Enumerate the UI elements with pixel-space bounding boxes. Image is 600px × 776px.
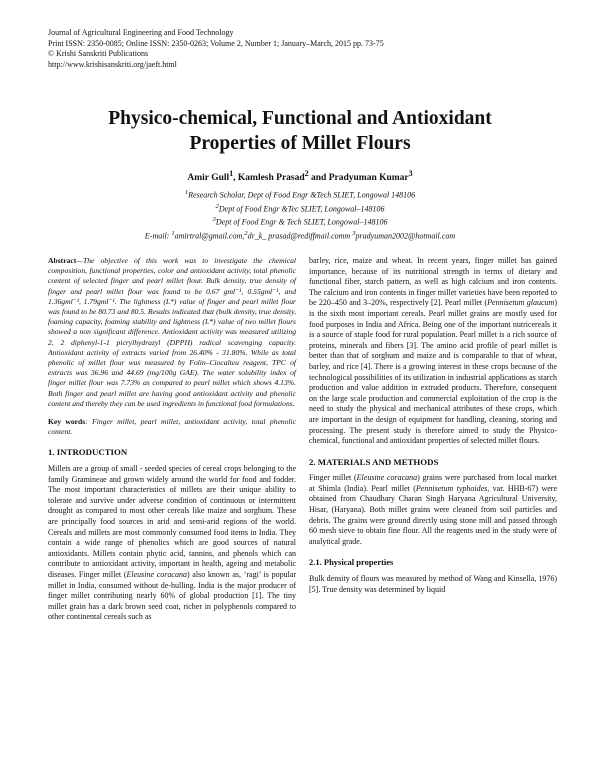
paragraph-text: Finger millet ( xyxy=(309,473,357,483)
affiliation-line xyxy=(40,187,560,201)
abstract-text: —The objective of this work was to investigate the chemical composition, functional properties, color and antioxidant activity, total phenolic content of selected finger and pearl millet flour. Bulk density, true density of finger and pearl millet flour was found to be 0.67 gml⁻¹, 0.55gml⁻¹, and 1.36gml⁻¹, 1.79gml⁻¹. The lightness (L*) value of finger and pearl millet flour was found to be 80.73 and 80.5. Results indicated that (bulk density, true density, foaming capacity, foaming stability and lightness (L*) value of two millet flours showed a non significant difference. Antioxidant activity was measured utilizing 2, 2 diphenyl-1-1 picrylhydrazyl (DPPH) radical scavenging capacity. Antioxidant activity of extracts varied from 26.40% - 31.80%. While as total phenolic of millet flour was measured by Folin–Ciocalteu reagent, TPC of extracts was 36.96 and 44.69 (mg/100g GAE). The water solubility index of finger millet flour was 7.73% as compared to pearl millet which shows 4.13%. Both finger and pearl millet are having good antioxidant activity and phenolic content and thereby they can be used ingredients in functional food formulations. xyxy=(48,256,296,408)
author-sup: 1 xyxy=(229,169,234,178)
email-sup: 2 xyxy=(244,229,248,237)
affiliation-sup: 3 xyxy=(212,216,216,224)
affiliation-line xyxy=(40,201,560,215)
affiliation-text: Dept of Food Engr & Tech SLIET, Longowal–148106 xyxy=(215,217,388,227)
journal-url[interactable]: http://www.krishisanskriti.org/jaeft.html xyxy=(48,59,177,69)
email-prefix: E-mail: xyxy=(144,231,172,241)
subsection-heading-physical: 2.1. Physical properties xyxy=(309,557,394,568)
author-sup: 2 xyxy=(304,169,309,178)
author-separator: , xyxy=(233,173,238,184)
email-address[interactable]: pradyuman2002@hotmail.com xyxy=(355,231,456,241)
paragraph-text: ) also known as, ‘ragi’ is popular millet in India, consumed without de-hulling. India is the major producer of finger millet contributing nearly 60% of global production [1]. The tiny millet grain has a dark brown seed coat, richer in polyphenols compared to other continental cereals such as xyxy=(48,569,297,622)
email-sup: 1 xyxy=(171,229,175,237)
species-name: Pennisetum glaucum xyxy=(487,298,555,308)
species-name: Eleusine coracana xyxy=(126,569,187,579)
keywords-label: Key words xyxy=(48,417,86,427)
intro-paragraph xyxy=(48,464,296,623)
author-sup: 3 xyxy=(408,169,413,178)
paragraph-text: barley, rice, maize and wheat. In recent years, finger millet has gained importance, because of its nutritional strength in terms of dietary and functional fiber, starch pattern, as well as high calcium and iron contents. The calcium and iron contents in finger millet varieties have been reported to be 220–450 and 3–20%, respectively [2]. Pearl millet ( xyxy=(309,256,557,308)
left-column xyxy=(48,256,296,623)
affiliations xyxy=(40,187,560,242)
journal-name: Journal of Agricultural Engineering and Food Technology xyxy=(48,28,234,37)
author-name: Kamlesh Prasad xyxy=(237,173,305,184)
affiliation-text: Research Scholar, Dept of Food Engr &Tech SLIET, Longowal 148106 xyxy=(188,190,416,200)
species-name: Eleusine coracana xyxy=(356,473,418,483)
email-address[interactable]: amirtral@gmail.com, xyxy=(174,231,245,241)
materials-paragraph xyxy=(309,473,557,547)
author-name: Pradyuman Kumar xyxy=(328,173,409,184)
species-name: Pennisetum typhoides xyxy=(415,483,488,493)
paragraph-text: Millets are a group of small - seeded species of cereal crops belonging to the family Gramineae and grown widely around the world for food and fodder. The most important characteristics of millets are their unique ability to tolerate and survive under adverse condition of continuous or intermittent drought as compared to most other cereals like maize and sorghum. These are principally food sources in arid and semi-arid regions of the world. Cereals and millets are most commonly consumed food items in India. They contain a wide range of phenolics which are good sources of natural antioxidants. Millets contain phytic acid, tannins, and phenols which can contribute to antioxidant activity, important in health, ageing and metabolic diseases. Finger millet ( xyxy=(48,464,296,579)
affiliation-sup: 2 xyxy=(215,202,219,210)
title-line-1: Physico-chemical, Functional and Antioxidant xyxy=(108,108,492,129)
issn-line: Print ISSN: 2350-0085; Online ISSN: 2350-0263; Volume 2, Number 1; January–March, 2015 pp. 73-75 xyxy=(48,38,384,48)
author-separator: and xyxy=(308,173,329,184)
section-heading-materials: 2. MATERIALS AND METHODS xyxy=(309,456,439,467)
abstract-label: Abstract xyxy=(48,256,77,265)
paragraph-text: ) grains were purchased from local market at Shimla (India). Pearl millet ( xyxy=(309,473,558,493)
abstract xyxy=(48,256,296,409)
right-column xyxy=(309,256,557,595)
physical-paragraph: Bulk density of flours was measured by method of Wang and Kinsella, 1976) [5]. True density was determined by liquid xyxy=(309,574,557,594)
intro-paragraph-continued xyxy=(309,256,557,447)
keywords-text: : Finger millet, pearl millet, antioxidant activity, total phenolic content. xyxy=(48,417,296,437)
keywords xyxy=(48,417,296,437)
paragraph-text: ) is the sixth most important cereals. Pearl millet grains are mostly used for food purposes in India and Africa. Being one of the important nutricereals it is a source of staple food for rural population. Pearl millet is a rich source of proteins, minerals and fibers [3]. The amino acid profile of pearl millet is better than that of sorghum and maize and is comparable to that of wheat, barley, and rice [4]. There is a growing interest in these crops because of the technological possibilities of its utilization in industrial applications as starch production and value addition in extruded products. Therefore, consequent on the large scale production and commercial exploitation of the crop is the need to study the physical and mechanical attributes of these crops, which are important in the design of equipment for handling, cleaning, storing and processing. The present study is therefore aimed to study the Physico-chemical, functional and antioxidant properties of selected millet flours. xyxy=(309,298,557,446)
section-heading-introduction: 1. INTRODUCTION xyxy=(48,447,128,458)
paragraph-text: , var. HHB-67) were obtained from Chaudhary Charan Singh Haryana Agricultural University, Hisar, (Haryana). Both millet grains were cleaned from soil particles and debris. The grains were ground directly using stone mill and passed through 60 mesh sieve to obtain fine flour. All the reagents used in the study were of analytical grade. xyxy=(309,483,557,546)
email-sup: 3 xyxy=(352,229,356,237)
publisher-line: © Krishi Sanskriti Publications xyxy=(48,49,149,58)
affiliation-text: Dept of Food Engr &Tec SLIET, Longowal–148106 xyxy=(218,204,385,214)
email-line xyxy=(40,228,560,242)
email-address[interactable]: dr_k_ prasad@rediffmail.comm xyxy=(247,231,353,241)
affiliation-line xyxy=(40,214,560,228)
journal-header xyxy=(48,28,384,70)
paper-title xyxy=(40,106,560,156)
affiliation-sup: 1 xyxy=(184,189,189,196)
title-line-2: Properties of Millet Flours xyxy=(189,133,411,154)
author-list xyxy=(40,169,560,183)
author-name: Amir Gull xyxy=(187,173,230,184)
